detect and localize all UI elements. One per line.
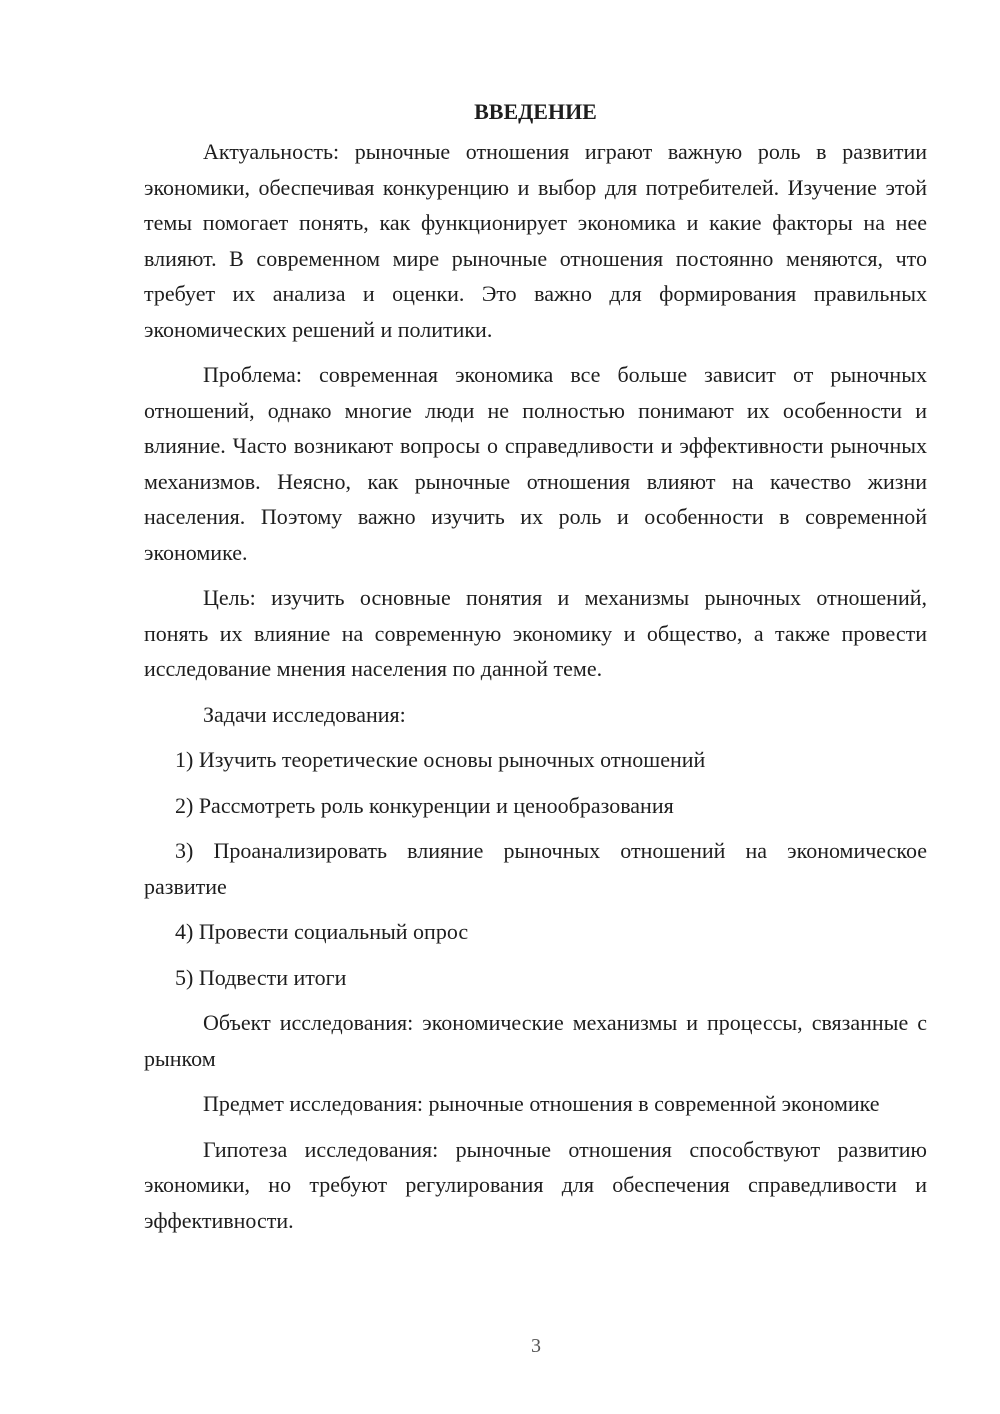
- problem-paragraph: Проблема: современная экономика все больше зависит от рыночных отношений, однако многие люди не полностью понимают их особенности и влияние. Часто возникают вопросы о справедливости и эффективности рыночных механизмов. Неясно, как рыночные отношения влияют на качество жизни населения. Поэтому важно изучить их роль и особенности в современной экономике.: [144, 362, 927, 565]
- task-item: 3) Проанализировать влияние рыночных отношений на экономическое развитие: [144, 838, 927, 899]
- page-number: 3: [531, 1335, 541, 1357]
- subject-paragraph: Предмет исследования: рыночные отношения в современной экономике: [203, 1091, 880, 1116]
- tasks-heading: Задачи исследования:: [203, 701, 406, 727]
- task-item: 2) Рассмотреть роль конкуренции и ценообразования: [175, 792, 674, 818]
- document-page: [144, 94, 927, 1248]
- task-item: 5) Подвести итоги: [175, 964, 347, 990]
- hypothesis-paragraph: Гипотеза исследования: рыночные отношения способствуют развитию экономики, но требуют регулирования для обеспечения справедливости и эффективности.: [144, 1136, 927, 1233]
- task-item: 1) Изучить теоретические основы рыночных отношений: [175, 747, 706, 772]
- section-title: ВВЕДЕНИЕ: [474, 99, 597, 124]
- object-paragraph: Объект исследования: экономические механизмы и процессы, связанные с рынком: [144, 1010, 927, 1071]
- goal-paragraph: Цель: изучить основные понятия и механизмы рыночных отношений, понять их влияние на современную экономику и общество, а также провести исследование мнения населения по данной теме.: [144, 585, 927, 681]
- task-item: 4) Провести социальный опрос: [175, 919, 469, 944]
- relevance-paragraph: Актуальность: рыночные отношения играют важную роль в развитии экономики, обеспечивая конкуренцию и выбор для потребителей. Изучение этой темы помогает понять, как функционирует экономика и какие факторы на нее влияют. В современном мире рыночные отношения постоянно меняются, что требует их анализа и оценки. Это важно для формирования правильных экономических решений и политики.: [144, 139, 927, 342]
